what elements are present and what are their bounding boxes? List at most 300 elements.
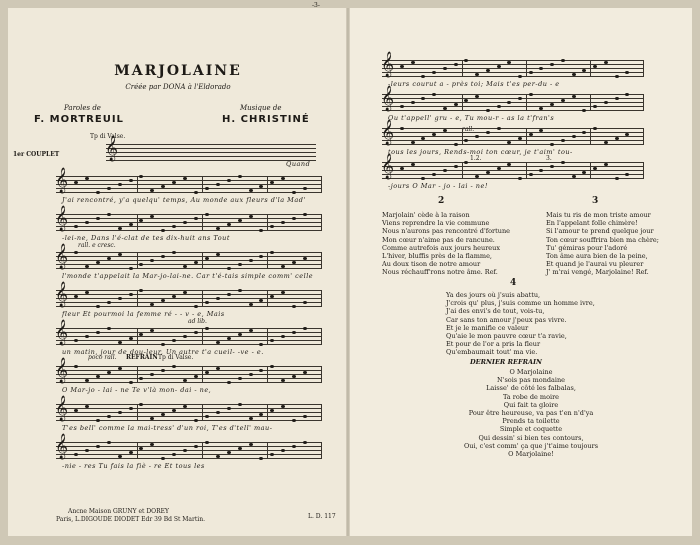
note-head [593,167,597,170]
note-head [74,453,78,456]
note-head [150,303,154,306]
note-head [205,415,209,418]
note-head [625,93,629,96]
lyricist-label: Paroles de [64,104,101,112]
last-refrain [456,368,606,458]
bar-line [462,94,463,110]
note-head [615,97,619,100]
note-head [118,227,122,230]
note-head [400,105,404,108]
note-head [107,371,111,374]
bar-line [590,128,591,144]
note-head [561,99,565,102]
note-head [464,59,468,62]
note-head [497,105,501,108]
note-head [129,381,133,384]
refrain-label: REFRAIN [126,354,158,361]
bar-line [462,60,463,76]
note-head [118,297,122,300]
verse-4-number: 4 [510,278,517,288]
bar-line [202,252,203,268]
note-head [172,225,176,228]
note-head [129,179,133,182]
note-head [303,257,307,260]
bar-line [137,404,138,420]
note-head [118,455,122,458]
note-head [507,141,511,144]
verse-line: J' m'rai vengé, Marjolaine! Ref. [546,268,649,277]
note-head [96,445,100,448]
note-head [227,337,231,340]
note-head [161,185,165,188]
music-staff [55,358,322,383]
bar-line [643,128,644,144]
note-head [238,263,242,266]
note-head [139,263,143,266]
bar-line [202,176,203,192]
verse-line: J'ai des envi's de tout, vois-tu, [446,307,545,316]
verse-line: En l'appelant folle chimère! [546,219,638,228]
note-head [172,181,176,184]
note-head [539,169,543,172]
verse-line: Ya des jours où j'suis abattu, [446,291,541,299]
note-head [281,221,285,224]
note-head [85,449,89,452]
lyric-line: -lei-ne, Dans l'é-clat de tes dix-huit ans Tout [62,234,230,242]
note-head [139,289,143,292]
note-head [411,163,415,166]
note-head [507,61,511,64]
note-head [259,185,263,188]
note-head [216,455,220,458]
note-head [593,105,597,108]
note-head [259,369,263,372]
note-head [550,63,554,66]
note-head [593,127,597,130]
note-head [292,217,296,220]
note-head [259,343,263,346]
note-head [561,59,565,62]
note-head [194,331,198,334]
note-head [464,161,468,164]
note-head [443,169,447,172]
note-head [443,129,447,132]
note-head [270,225,274,228]
note-head [421,97,425,100]
note-head [129,267,133,270]
bar-line [137,176,138,192]
bar-line [267,176,268,192]
note-head [270,251,274,254]
mark-ad-lib: ad lib. [188,318,207,325]
note-head [249,329,253,332]
note-head [85,221,89,224]
verse-line: Nous n'aurons pas rencontré d'fortune [382,227,510,236]
song-subtitle: Créée par DONA à l'Eldorado [125,83,231,91]
note-head [161,299,165,302]
note-head [183,379,187,382]
treble-clef-icon: 𝄞 [55,434,69,459]
note-head [507,163,511,166]
bar-line [267,404,268,420]
verse-line: Et pour de l'or a pris la fleur [446,340,541,349]
note-head [561,139,565,142]
music-staff [55,282,322,307]
verse-line: Si l'amour te prend quelque jour [546,227,654,236]
note-head [183,265,187,268]
lyric-line: J'ai rencontré, y'a quelqu' temps, Au monde aux fleurs d'la Mad' [62,196,306,204]
bar-line [590,94,591,110]
note-head [107,213,111,216]
note-head [118,341,122,344]
note-head [161,229,165,232]
treble-clef-icon: 𝄞 [105,136,119,161]
note-head [400,65,404,68]
note-head [150,329,154,332]
note-head [205,327,209,330]
note-head [281,379,285,382]
note-head [292,375,296,378]
verse-2-number: 2 [438,196,445,206]
mark-ending-1-2: 1.2. [470,155,482,162]
mark-ending-3: 3. [546,155,552,162]
note-head [96,191,100,194]
note-head [118,367,122,370]
note-head [216,367,220,370]
verse-line: Ton cœur souffrira bien ma chère; [546,235,659,244]
note-head [270,409,274,412]
verse-line: Et je le manifie ce valeur [446,323,529,332]
verse-line: Prends ta toilette [502,417,560,426]
verse-line: Au doux tison de notre amour [382,260,481,269]
note-head [161,369,165,372]
note-head [129,407,133,410]
note-head [443,67,447,70]
note-head [507,101,511,104]
couplet-label: 1er COUPLET [13,151,60,158]
bar-line [267,252,268,268]
treble-clef-icon: 𝄞 [55,282,69,307]
lyric-line: -nie - res Tu fais la fiè - re Et tous les [62,462,205,470]
music-staff [55,206,322,231]
lyric-line: un matin, jour de dou-leur, Un autre t'a cueil- -ve - e. [62,348,264,356]
bar-line [643,94,644,110]
note-head [85,405,89,408]
bar-line [267,290,268,306]
note-head [172,251,176,254]
note-head [150,259,154,262]
note-head [238,403,242,406]
note-head [270,365,274,368]
note-head [292,419,296,422]
verse-line: N'sois pas mondaine [496,376,566,385]
bar-line [267,442,268,458]
last-refrain-title: DERNIER REFRAIN [470,358,542,366]
note-head [96,217,100,220]
note-head [432,173,436,176]
note-head [227,407,231,410]
note-head [183,177,187,180]
note-head [464,139,468,142]
mark-rall: rall. [462,126,475,133]
note-head [529,71,533,74]
note-head [249,215,253,218]
note-head [150,373,154,376]
note-head [550,103,554,106]
bar-line [137,442,138,458]
note-head [118,411,122,414]
note-head [161,457,165,460]
note-head [604,163,608,166]
bar-line [643,60,644,76]
note-head [107,415,111,418]
note-head [270,453,274,456]
verse-line: Car sans ton amour j'peux pas vivre. [446,315,567,324]
note-head [161,413,165,416]
note-head [303,371,307,374]
note-head [475,73,479,76]
music-staff [55,168,322,193]
note-head [139,377,143,380]
note-head [74,225,78,228]
song-title: MARJOLAINE [114,63,242,79]
note-head [432,71,436,74]
note-head [194,217,198,220]
note-head [303,187,307,190]
note-head [475,175,479,178]
left-page [8,8,348,536]
note-head [615,75,619,78]
note-head [183,449,187,452]
mark-poco-rall: poco rall. [88,354,117,361]
note-head [139,219,143,222]
bar-line [462,162,463,178]
bar-line [137,290,138,306]
note-head [74,181,78,184]
note-head [432,133,436,136]
note-head [486,171,490,174]
note-head [227,179,231,182]
bar-line [267,214,268,230]
note-head [172,295,176,298]
note-head [85,291,89,294]
note-head [194,261,198,264]
note-head [292,305,296,308]
note-head [238,447,242,450]
lyric-line: -leurs courut a - près toi; Mais t'es per-du - e [388,80,560,88]
treble-clef-icon: 𝄞 [381,120,395,145]
bar-line [321,214,322,230]
note-head [205,257,209,260]
note-head [74,365,78,368]
note-head [518,177,522,180]
note-head [303,441,307,444]
note-head [74,251,78,254]
verse-line: Ton âme aura bien de la peine, [546,252,648,261]
note-head [486,69,490,72]
note-head [150,215,154,218]
bar-line [462,128,463,144]
note-head [572,135,576,138]
note-head [593,65,597,68]
plate-number: L. D. 117 [308,513,336,520]
lyric-line: tous les jours, Rends-moi ton cœur, je t'aim' tou- [388,148,573,156]
note-head [194,305,198,308]
bar-line [643,162,644,178]
treble-clef-icon: 𝄞 [381,86,395,111]
verse-line: Qui fait ta gloire [503,400,559,409]
treble-clef-icon: 𝄞 [55,168,69,193]
mark-tempo-valse: Tp di Valse. [158,354,194,361]
note-head [582,69,586,72]
verse-3-number: 3 [592,196,599,206]
note-head [85,265,89,268]
note-head [572,73,576,76]
note-head [411,141,415,144]
note-head [107,327,111,330]
note-head [625,71,629,74]
note-head [615,177,619,180]
note-head [183,291,187,294]
note-head [238,289,242,292]
note-head [96,419,100,422]
treble-clef-icon: 𝄞 [55,206,69,231]
bar-line [321,252,322,268]
verse-line: Tu' gémiras pour l'adoré [546,243,628,252]
note-head [259,255,263,258]
lyric-line: T'es bell' comme la mai-tress' d'un roi, T'es d'tell' mau- [62,424,273,432]
note-head [604,61,608,64]
bar-line [526,162,527,178]
note-head [238,333,242,336]
verse-line: O Marjolaine [509,368,553,376]
note-head [249,443,253,446]
note-head [227,267,231,270]
note-head [216,297,220,300]
note-head [249,303,253,306]
verse-3 [546,211,659,277]
note-head [529,133,533,136]
note-head [150,417,154,420]
note-head [292,191,296,194]
note-head [550,165,554,168]
note-head [281,265,285,268]
page-marker: -3- [312,2,320,9]
note-head [139,447,143,450]
note-head [172,365,176,368]
note-head [107,257,111,260]
treble-clef-icon: 𝄞 [381,52,395,77]
bar-line [526,128,527,144]
note-head [572,95,576,98]
bar-line [590,60,591,76]
bar-line [202,290,203,306]
note-head [249,189,253,192]
note-head [216,341,220,344]
bar-line [321,328,322,344]
verse-line: Laisse' de côté les falbalas, [486,384,576,393]
note-head [518,75,522,78]
note-head [582,109,586,112]
note-head [107,441,111,444]
verse-line: Marjolain' cède à la raison [382,211,470,219]
bar-line [137,252,138,268]
note-head [238,175,242,178]
note-head [411,61,415,64]
lyric-line: l'monde t'appelait la Mar-jo-lai-ne. Car t'é-tais simple comm' celle [62,272,314,280]
note-head [486,109,490,112]
note-head [464,99,468,102]
note-head [259,229,263,232]
note-head [118,253,122,256]
note-head [74,295,78,298]
note-head [183,335,187,338]
bar-line [526,60,527,76]
note-head [400,127,404,130]
note-head [227,451,231,454]
note-head [216,253,220,256]
note-head [85,379,89,382]
mark-rall-cresc: rall. e cresc. [78,242,116,249]
note-head [421,177,425,180]
bar-line [137,328,138,344]
publisher-line-2: Paris, L.DIGOUDE DIODET Edr 39 Bd St Martin. [56,516,205,523]
note-head [281,177,285,180]
note-head [205,301,209,304]
music-staff [55,396,322,421]
verse-line: Nous réchauff'rons notre âme. Ref. [382,268,498,277]
note-head [615,137,619,140]
music-staff [381,52,644,77]
bar-line [202,442,203,458]
note-head [550,143,554,146]
bar-line [321,404,322,420]
note-head [572,175,576,178]
note-head [259,413,263,416]
note-head [411,101,415,104]
bar-line [202,366,203,382]
treble-clef-icon: 𝄞 [55,396,69,421]
verse-line: J'crois qu' plus, j'suis comme un homme ivre, [446,299,595,308]
note-head [172,453,176,456]
note-head [249,417,253,420]
note-head [216,227,220,230]
lyric-line: -jours O Mar - jo - lai - ne! [388,182,488,190]
note-head [85,335,89,338]
bar-line [267,366,268,382]
note-head [139,333,143,336]
bar-line [202,404,203,420]
note-head [561,161,565,164]
note-head [281,291,285,294]
note-head [183,221,187,224]
tempo-marking: Tp di Valse. [90,133,126,140]
note-head [443,107,447,110]
bar-line [137,366,138,382]
note-head [216,411,220,414]
note-head [205,187,209,190]
note-head [497,167,501,170]
note-head [205,371,209,374]
bar-line [202,214,203,230]
note-head [107,301,111,304]
note-head [238,377,242,380]
publisher-line-1: Ancne Maison GRUNY et DOREY [68,508,169,515]
note-head [96,375,100,378]
verse-line: Mais tu ris de mon triste amour [546,211,651,219]
note-head [539,129,543,132]
note-head [303,327,307,330]
